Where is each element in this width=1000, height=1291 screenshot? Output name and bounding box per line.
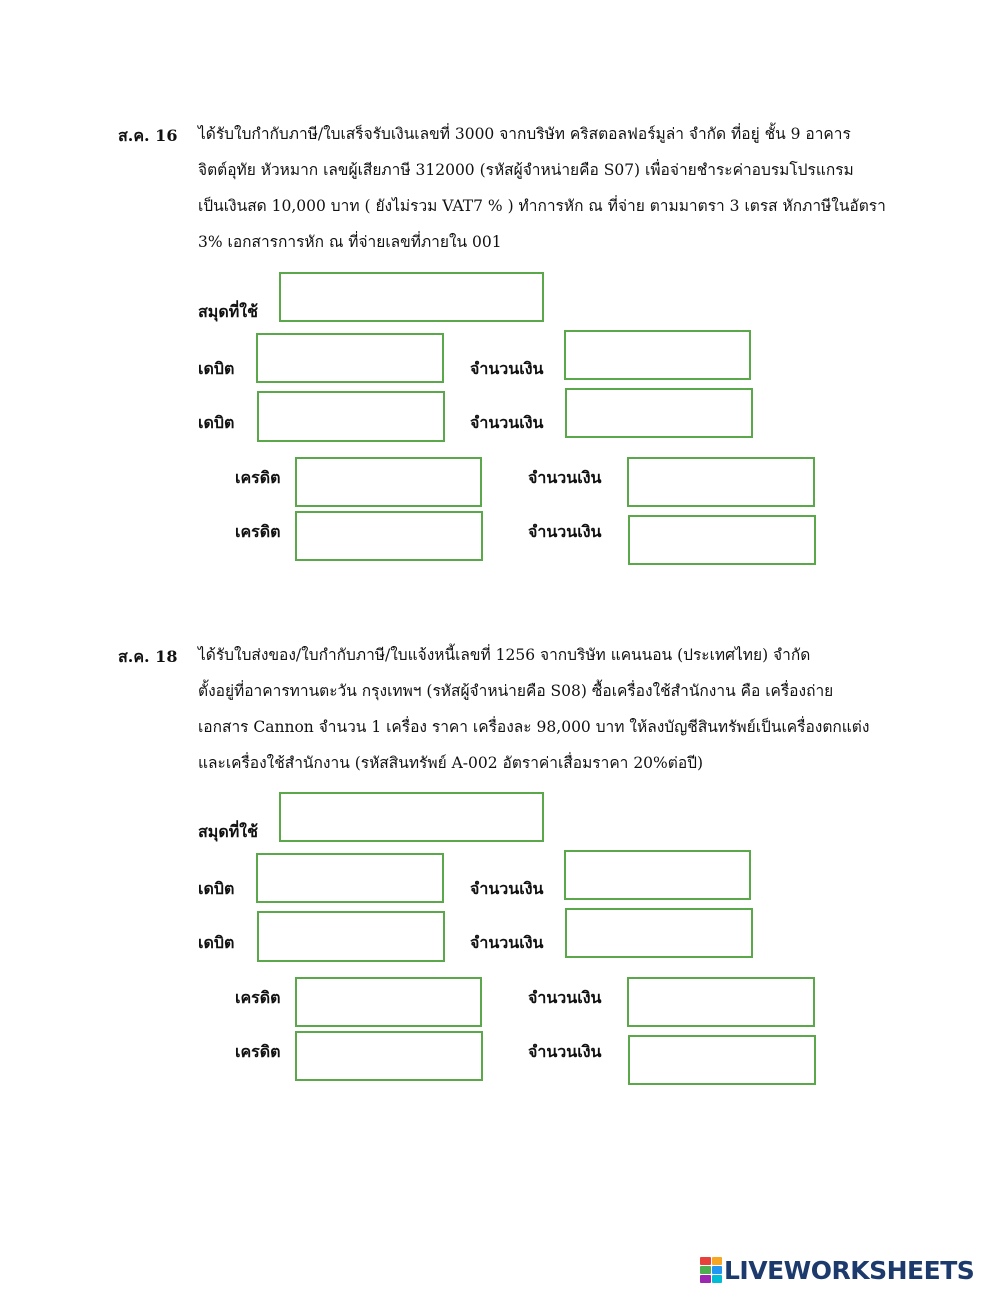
section-2-credit-2-label: เครดิต [235,1042,281,1061]
section-1-credit-2-amount-input[interactable] [628,515,816,565]
section-2-date: ส.ค. 18 [118,647,178,666]
section-2-credit-1-amount-input[interactable] [627,977,815,1027]
section-1-text [198,116,918,260]
liveworksheets-logo [700,1255,974,1285]
section-2-debit-1-amount-label: จำนวนเงิน [470,879,544,898]
section-1-line-3: เป็นเงินสด 10,000 บาท ( ยังไม่รวม VAT7 % ) ทำการหัก ณ ที่จ่าย ตามมาตรา 3 เตรส หักภาษีในอัตรา [198,197,886,215]
section-2-debit-1-label: เดบิต [198,879,235,898]
liveworksheets-logo-text: LIVEWORKSHEETS [724,1255,975,1285]
section-1-debit-1-amount-input[interactable] [564,330,751,380]
section-2-debit-2-input[interactable] [257,911,445,962]
section-1-book-label: สมุดที่ใช้ [198,302,258,321]
section-2-line-2: ตั้งอยู่ที่อาคารทานตะวัน กรุงเทพฯ (รหัสผู้จำหน่ายคือ S08) ซื้อเครื่องใช้สำนักงาน คือ เครื่องถ่าย [198,682,834,700]
section-1-credit-2-input[interactable] [295,511,483,561]
section-1-debit-2-amount-label: จำนวนเงิน [470,413,544,432]
section-2-line-1: ได้รับใบส่งของ/ใบกำกับภาษี/ใบแจ้งหนี้เลขที่ 1256 จากบริษัท แคนนอน (ประเทศไทย) จำกัด [198,646,811,664]
section-1-debit-2-amount-input[interactable] [565,388,753,438]
section-2-credit-1-amount-label: จำนวนเงิน [528,988,602,1007]
section-2-debit-1-amount-input[interactable] [564,850,751,900]
section-2-credit-2-amount-input[interactable] [628,1035,816,1085]
section-1-debit-2-label: เดบิต [198,413,235,432]
section-2-line-4: และเครื่องใช้สำนักงาน (รหัสสินทรัพย์ A-002 อัตราค่าเสื่อมราคา 20%ต่อปี) [198,754,704,772]
section-1-credit-2-label: เครดิต [235,522,281,541]
section-1-line-2: จิตต์อุทัย หัวหมาก เลขผู้เสียภาษี 312000 (รหัสผู้จำหน่ายคือ S07) เพื่อจ่ายชำระค่าอบรมโปรแกรม [198,161,854,179]
section-1-date: ส.ค. 16 [118,126,178,145]
section-1-line-1: ได้รับใบกำกับภาษี/ใบเสร็จรับเงินเลขที่ 3000 จากบริษัท คริสตอลฟอร์มูล่า จำกัด ที่อยู่ ชั้น 9 อาคาร [198,125,851,143]
section-2-credit-1-input[interactable] [295,977,482,1027]
section-1-debit-2-input[interactable] [257,391,445,442]
section-2-text [198,637,918,781]
section-2-book-input[interactable] [279,792,544,842]
section-1-debit-1-input[interactable] [256,333,444,383]
section-2-debit-2-label: เดบิต [198,933,235,952]
section-1-credit-1-amount-input[interactable] [627,457,815,507]
section-2-debit-2-amount-label: จำนวนเงิน [470,933,544,952]
section-2-debit-2-amount-input[interactable] [565,908,753,958]
section-2-book-label: สมุดที่ใช้ [198,822,258,841]
section-2-credit-2-input[interactable] [295,1031,483,1081]
section-1-debit-1-label: เดบิต [198,359,235,378]
section-2-debit-1-input[interactable] [256,853,444,903]
section-1-line-4: 3% เอกสารการหัก ณ ที่จ่ายเลขที่ภายใน 001 [198,233,502,251]
section-1-book-input[interactable] [279,272,544,322]
section-2-credit-2-amount-label: จำนวนเงิน [528,1042,602,1061]
section-1-credit-1-label: เครดิต [235,468,281,487]
section-1-credit-1-amount-label: จำนวนเงิน [528,468,602,487]
section-2-credit-1-label: เครดิต [235,988,281,1007]
section-1-credit-2-amount-label: จำนวนเงิน [528,522,602,541]
section-1-debit-1-amount-label: จำนวนเงิน [470,359,544,378]
liveworksheets-logo-icon [700,1257,722,1283]
section-2-line-3: เอกสาร Cannon จำนวน 1 เครื่อง ราคา เครื่องละ 98,000 บาท ให้ลงบัญชีสินทรัพย์เป็นเครื่องตกแต่ง [198,718,870,736]
section-1-credit-1-input[interactable] [295,457,482,507]
